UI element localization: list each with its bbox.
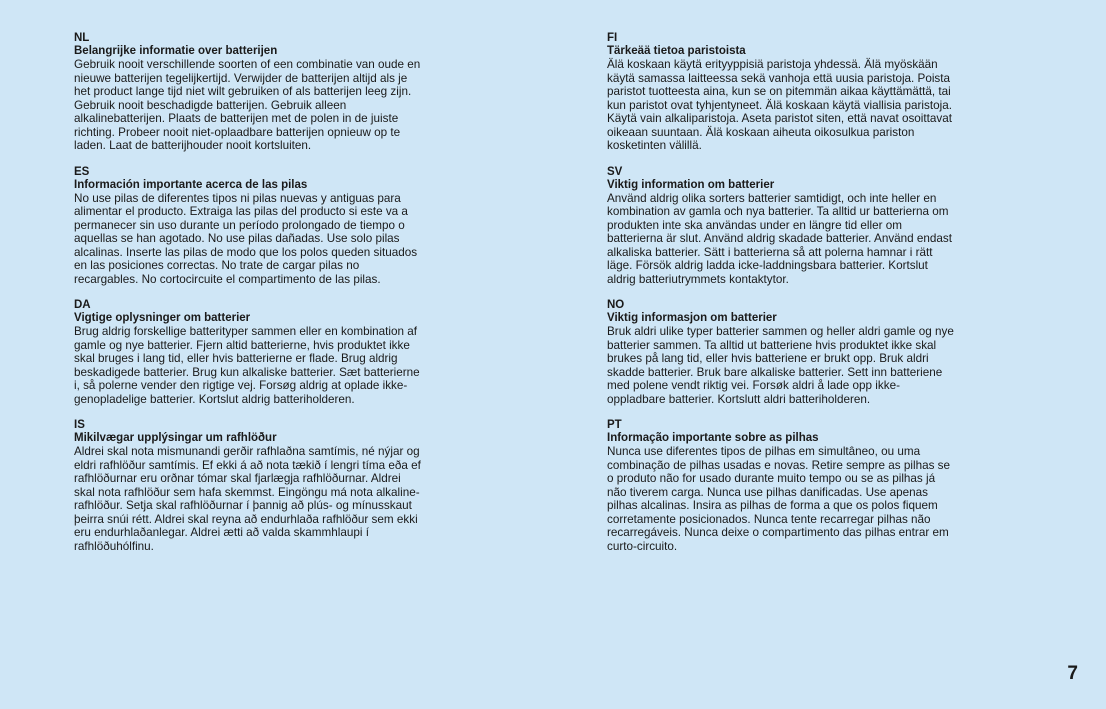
section-body: Aldrei skal nota mismunandi gerðir rafhlaðna samtímis, né nýjar og eldri rafhlöður samtímis. Ef ekki á að nota tækið í lengri tíma eða ef rafhlöðurnar eru orðnar tómar skal fjarlægja rafhlöðurnar. Aldrei skal nota rafhlöður sem hafa skemmst. Eingöngu má nota alkaline-rafhlöður. Setja skal rafhlöðurnar í þannig að plús- og mínusskaut þeirra snúi rétt. Aldrei skal reyna að endurhlaða rafhlöður sem ekki eru endurhlaðanlegar. Aldrei ætti að valda skammhlaupi í rafhlöðuhólfinu. (74, 445, 421, 553)
section-heading: Belangrijke informatie over batterijen (74, 45, 278, 57)
section-heading: Información importante acerca de las pilas (74, 178, 308, 191)
section-es (74, 166, 424, 287)
language-code: FI (607, 32, 618, 44)
section-sv (607, 166, 957, 287)
section-heading: Viktig informasjon om batterier (607, 312, 777, 324)
section-body: Använd aldrig olika sorters batterier samtidigt, och inte heller en kombination av gamla och nya batterier. Ta alltid ur batterierna om produkten inte ska användas under en längre tid eller om batterierna är slut. Använd aldrig skadade batterier. Använd endast alkaliska batterier. Sätt i batterierna så att polerna hamnar i rätt läge. Försök aldrig ladda icke-laddningsbara batterier. Kortslut aldrig batteriutrymmets kontaktytor. (607, 191, 953, 286)
section-heading: Tärkeää tietoa paristoista (607, 45, 746, 57)
section-body: Brug aldrig forskellige batterityper sammen eller en kombination af gamle og nye batterier. Fjern altid batterierne, hvis produktet ikke skal bruges i lang tid, eller hvis batterierne er flade. Brug aldrig beskadigede batterier. Brug kun alkaliske batterier. Sæt batterierne i, så polerne vender den rigtige vej. Forsøg aldrig at oplade ikke-genopladelige batterier. Kortslut aldrig batteriholderen. (74, 325, 420, 406)
language-code: DA (74, 299, 91, 311)
section-heading: Mikilvægar upplýsingar um rafhlöður (74, 432, 277, 444)
section-body: No use pilas de diferentes tipos ni pilas nuevas y antiguas para alimentar el producto. Extraiga las pilas del producto si este va a permanecer sin uso durante un período prolongado de tiempo o aquellas se han agotado. No use pilas dañadas. Use solo pilas alcalinas. Inserte las pilas de modo que los polos queden situados en las posiciones correctas. No trate de cargar pilas no recargables. No cortocircuite el compartimento de las pilas. (74, 191, 418, 286)
left-column (74, 32, 424, 566)
section-heading: Informação importante sobre as pilhas (607, 432, 819, 444)
language-code: PT (607, 419, 622, 431)
section-body: Bruk aldri ulike typer batterier sammen og heller aldri gamle og nye batterier sammen. Ta alltid ut batteriene hvis produktet ikke skal brukes på lang tid, eller hvis batteriene er brukt opp. Bruk aldri skadde batterier. Bruk bare alkaliske batterier. Sett inn batteriene med polene vendt riktig vei. Forsøk aldri å lade opp ikke-oppladbare batterier. Kortslutt aldri batteriholderen. (607, 325, 954, 406)
section-body: Älä koskaan käytä erityyppisiä paristoja yhdessä. Älä myöskään käytä samassa laitteessa sekä vanhoja että uusia paristoja. Poista paristot tuotteesta aina, kun se on pitemmän aikaa käyttämättä, tai kun paristot ovat tyhjentyneet. Älä koskaan käytä viallisia paristoja. Käytä vain alkaliparistoja. Aseta paristot siten, että navat osoittavat oikeaan suuntaan. Älä koskaan aiheuta oikosulkua pariston kosketinten välillä. (607, 58, 952, 152)
section-fi (607, 32, 957, 153)
language-code: NO (607, 299, 625, 311)
language-code: NL (74, 32, 90, 44)
section-body: Nunca use diferentes tipos de pilhas em simultâneo, ou uma combinação de pilhas usadas e novas. Retire sempre as pilhas se o produto não for usado durante muito tempo ou se as pilhas já não tiverem carga. Nunca use pilhas danificadas. Use apenas pilhas alcalinas. Insira as pilhas de forma a que os polos fiquem corretamente posicionados. Nunca tente recarregar pilhas não recarregáveis. Nunca deixe o compartimento das pilhas entrar em curto-circuito. (607, 445, 951, 553)
section-pt (607, 419, 957, 553)
page-number: 7 (1067, 663, 1078, 684)
section-da (74, 299, 424, 406)
right-column (607, 32, 957, 566)
section-is (74, 419, 424, 553)
section-no (607, 299, 957, 406)
language-code: ES (74, 165, 90, 178)
section-body: Gebruik nooit verschillende soorten of een combinatie van oude en nieuwe batterijen tegelijkertijd. Verwijder de batterijen altijd als je het product lange tijd niet wilt gebruiken of als batterijen leeg zijn. Gebruik nooit beschadigde batterijen. Gebruik alleen alkalinebatterijen. Plaats de batterijen met de polen in de juiste richting. Probeer nooit niet-oplaadbare batterijen opnieuw op te laden. Laat de batterijhouder nooit kortsluiten. (74, 58, 421, 152)
language-code: IS (74, 419, 85, 431)
section-heading: Vigtige oplysninger om batterier (74, 312, 251, 324)
section-heading: Viktig information om batterier (607, 178, 775, 191)
section-nl (74, 32, 424, 153)
language-code: SV (607, 165, 623, 178)
